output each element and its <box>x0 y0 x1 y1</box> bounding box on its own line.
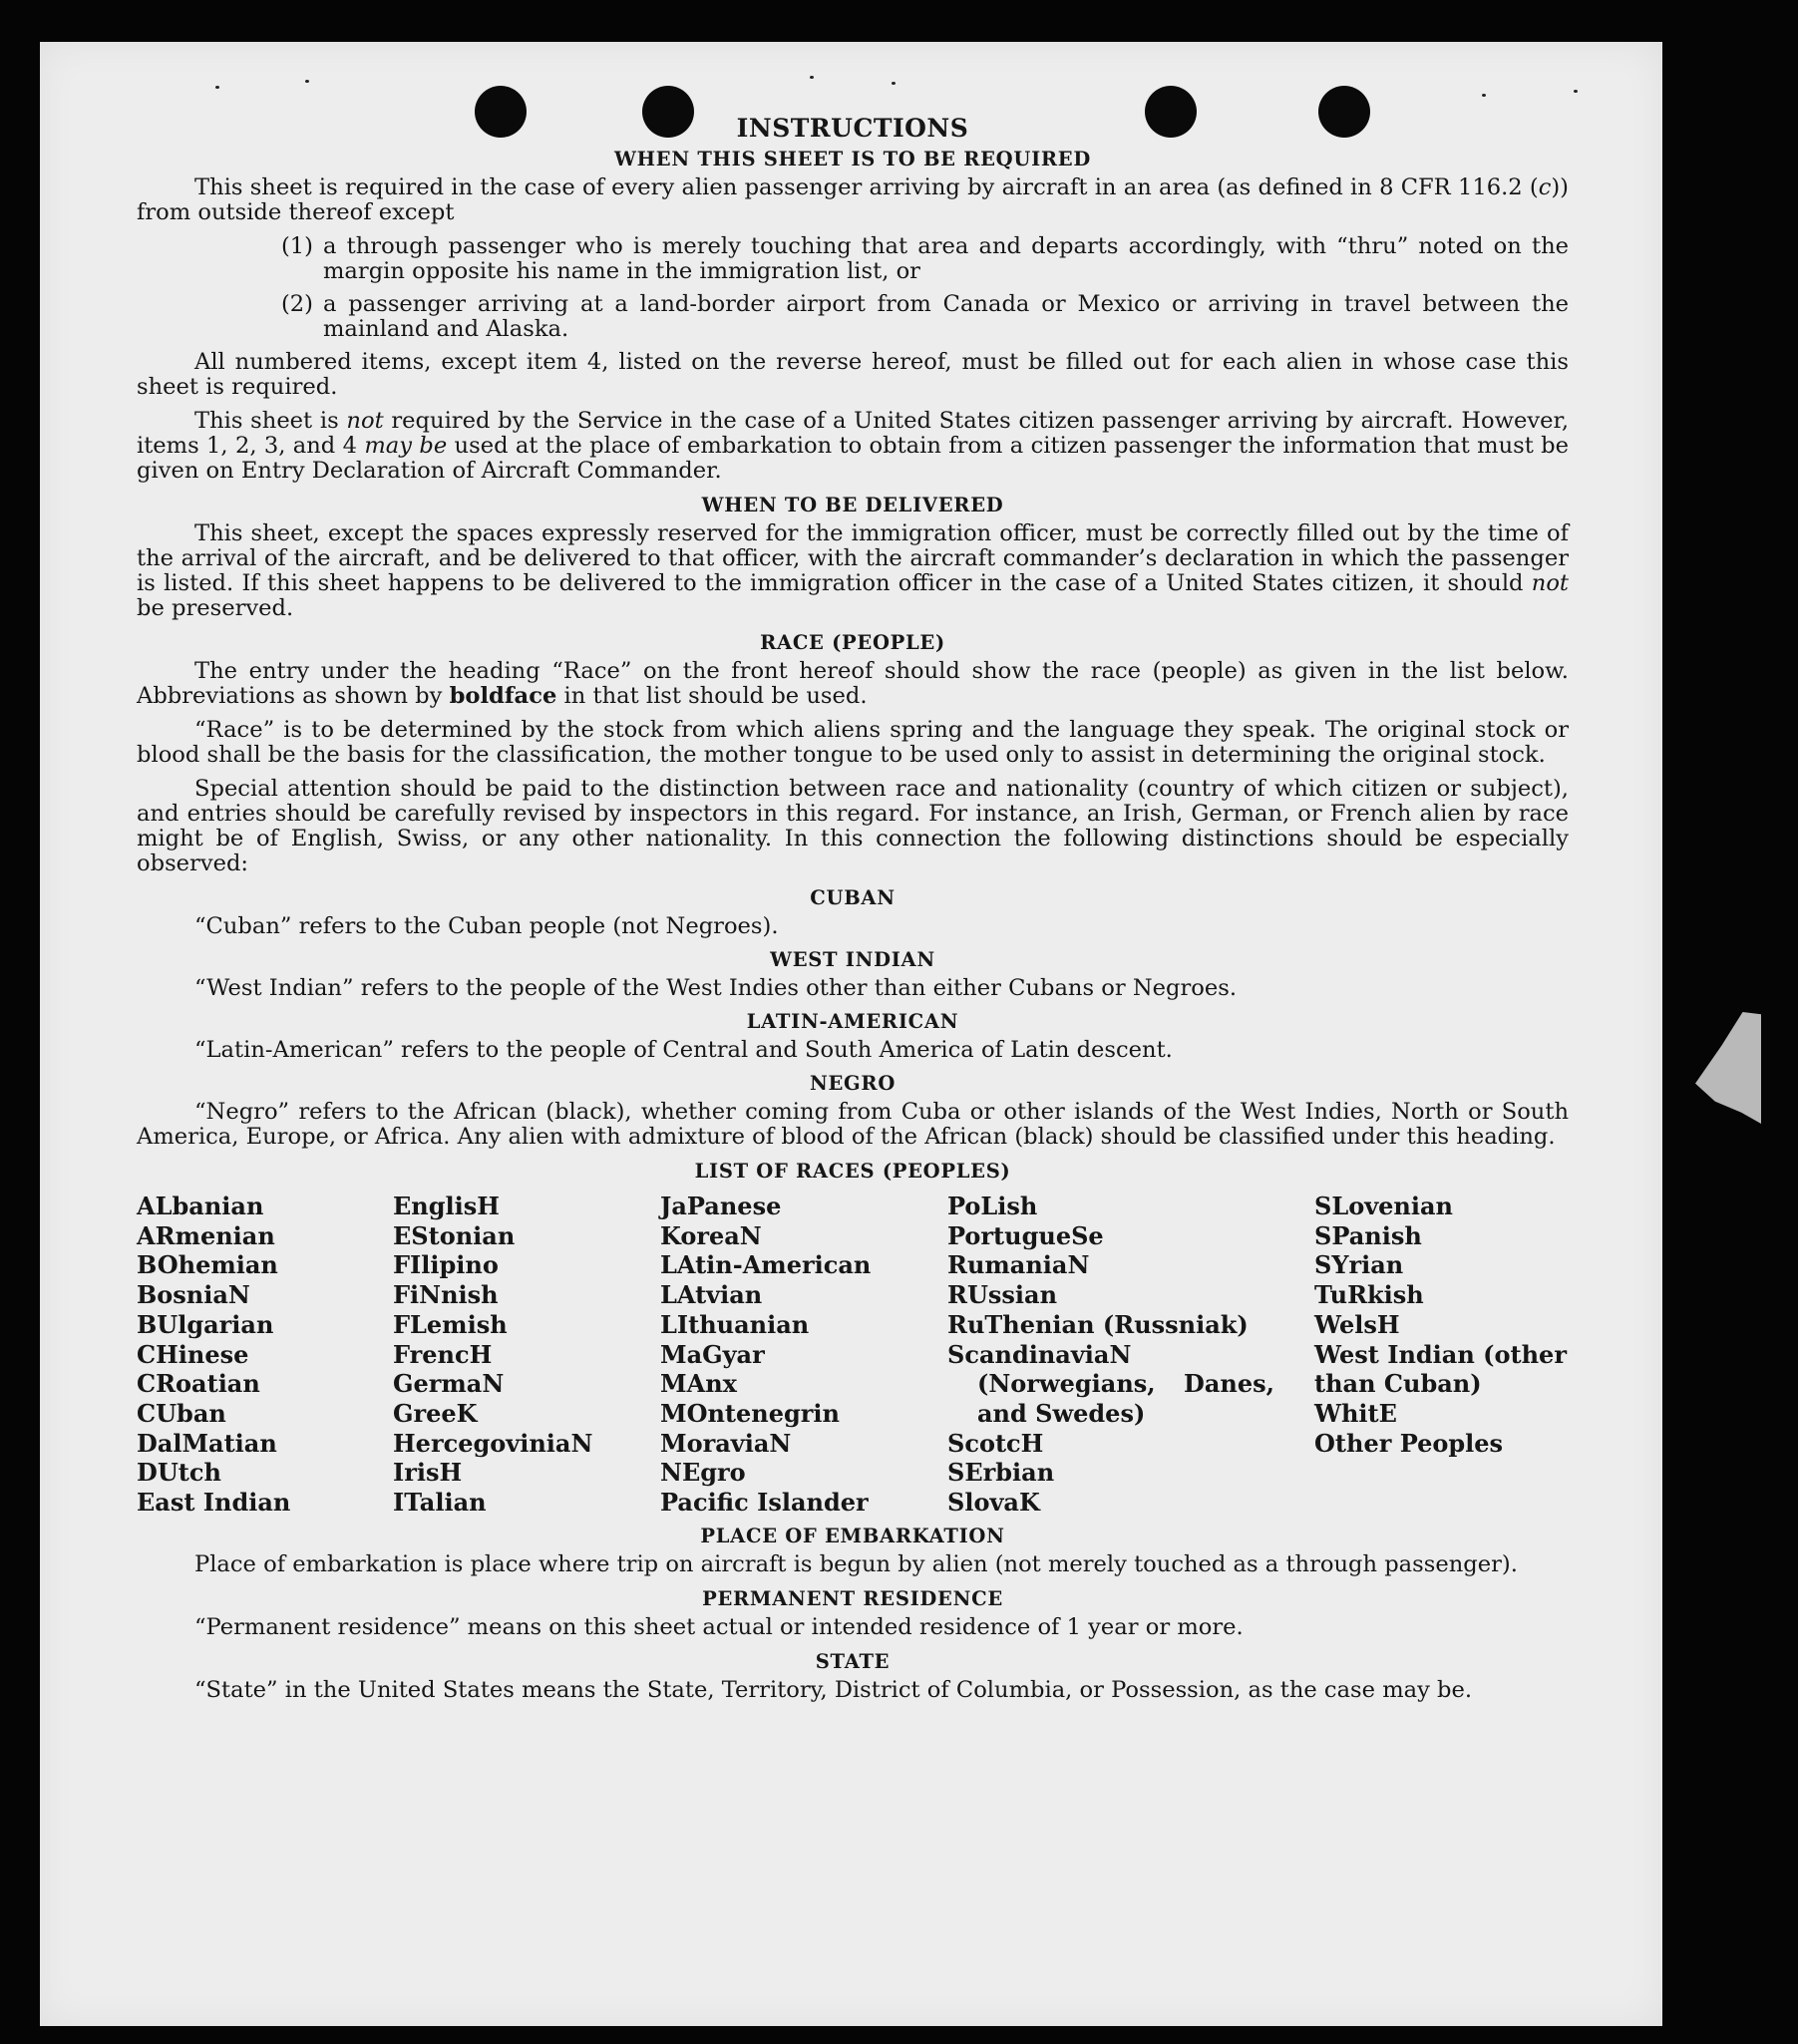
races-column <box>137 1192 393 1518</box>
race-entry: SYrian <box>1314 1250 1404 1280</box>
speck <box>1574 90 1578 93</box>
race-entry: MOntenegrin <box>660 1398 840 1428</box>
race-entry: DUtch <box>137 1458 221 1488</box>
race-entry: EnglisH <box>393 1192 500 1220</box>
race-entry: RUssian <box>947 1280 1058 1310</box>
speck <box>1482 94 1486 97</box>
races-list <box>137 1192 1569 1518</box>
page-title: INSTRUCTIONS <box>736 114 969 143</box>
race-entry: SErbian <box>947 1458 1055 1488</box>
race-entry: EStonian <box>393 1220 516 1250</box>
race-entry: Pacific Islander <box>660 1488 869 1518</box>
speck <box>305 80 309 83</box>
item-text: a through passenger who is merely touching that area and departs accordingly, with “thru” noted on the margin opposite his name in the immigration list, or <box>323 233 1569 284</box>
race-entry: ScandinaviaN (Norwegians, Danes, and Swedes) <box>947 1339 1274 1428</box>
race-entry: IrisH <box>393 1458 463 1488</box>
race-entry: LAtin-American <box>660 1250 872 1280</box>
speck <box>215 86 219 89</box>
race-entry: HercegoviniaN <box>393 1428 593 1458</box>
race-entry: RumaniaN <box>947 1250 1090 1280</box>
paragraph: “State” in the United States means the State, Territory, District of Columbia, or Possession, as the case may be. <box>194 1676 1473 1703</box>
paragraph: “Negro” refers to the African (black), whether coming from Cuba or other islands of the West Indies, North or South America, Europe, or Africa. Any alien with admixture of blood of the African (black) should be classified under this heading. <box>137 1099 1569 1150</box>
paragraph: This sheet is not required by the Service in the case of a United States citizen passenger arriving by aircraft. However, items 1, 2, 3, and 4 may be used at the place of embarkation to obtain from a citizen passenger the information that must be given on Entry Declaration of Aircraft Commander. <box>137 408 1569 484</box>
item-number: (2) <box>280 291 313 317</box>
race-entry: PortugueSe <box>947 1220 1104 1250</box>
speck <box>892 82 896 85</box>
races-column <box>947 1192 1314 1518</box>
paragraph: Special attention should be paid to the distinction between race and nationality (country of which citizen or subject), and entries should be carefully revised by inspectors in this regard. For instance, an Irish, German, or French alien by race might be of English, Swiss, or any other nationality. In this connection the following distinctions should be especially observed: <box>137 776 1569 876</box>
section-heading: CUBAN <box>810 886 896 909</box>
section-heading: LATIN-AMERICAN <box>746 1010 959 1033</box>
race-entry: GreeK <box>393 1398 478 1428</box>
race-entry: NEgro <box>660 1458 746 1488</box>
section-heading: STATE <box>815 1649 891 1673</box>
section-heading: PERMANENT RESIDENCE <box>702 1586 1003 1610</box>
section-heading: WHEN THIS SHEET IS TO BE REQUIRED <box>614 148 1091 170</box>
race-entry: East Indian <box>137 1488 291 1518</box>
race-entry: ITalian <box>393 1488 487 1518</box>
race-entry: DalMatian <box>137 1428 277 1458</box>
paper-tear <box>1695 1012 1761 1124</box>
race-entry: SLovenian <box>1314 1192 1453 1220</box>
paragraph: “West Indian” refers to the people of the West Indies other than either Cubans or Negroes. <box>194 975 1238 1001</box>
race-entry: RuThenian (Russniak) <box>947 1309 1249 1339</box>
race-entry: PoLish <box>947 1192 1038 1220</box>
race-entry: GermaN <box>393 1369 505 1399</box>
paragraph: Place of embarkation is place where trip on aircraft is begun by alien (not merely touched as a through passenger). <box>194 1550 1518 1577</box>
paragraph: This sheet, except the spaces expressly reserved for the immigration officer, must be correctly filled out by the time of the arrival of the aircraft, and be delivered to that officer, with the aircraft commander’s declaration in which the passenger is listed. If this sheet happens to be delivered to the immigration officer in the case of a United States citizen, it should not be preserved. <box>137 520 1569 621</box>
race-entry: TuRkish <box>1314 1280 1424 1310</box>
race-entry: BUlgarian <box>137 1309 274 1339</box>
item-text: a passenger arriving at a land-border airport from Canada or Mexico or arriving in travel between the mainland and Alaska. <box>323 291 1569 342</box>
section-heading: NEGRO <box>809 1072 897 1095</box>
race-entry: SlovaK <box>947 1488 1040 1518</box>
race-entry: FLemish <box>393 1309 508 1339</box>
paragraph: “Race” is to be determined by the stock from which aliens spring and the language they speak. The original stock or blood shall be the basis for the classification, the mother tongue to be used only to assist in determining the original stock. <box>137 717 1569 768</box>
race-entry: MAnx <box>660 1369 737 1399</box>
item-number: (1) <box>280 233 313 259</box>
race-entry: WhitE <box>1314 1398 1397 1428</box>
races-column <box>393 1192 660 1518</box>
race-entry: BosniaN <box>137 1280 250 1310</box>
speck <box>810 76 814 79</box>
race-entry: LIthuanian <box>660 1309 810 1339</box>
paragraph: “Cuban” refers to the Cuban people (not Negroes). <box>194 913 779 939</box>
race-entry: FIlipino <box>393 1250 499 1280</box>
race-entry: JaPanese <box>660 1192 782 1220</box>
race-entry: BOhemian <box>137 1250 278 1280</box>
instructions-content <box>137 116 1569 1712</box>
paragraph: All numbered items, except item 4, listed on the reverse hereof, must be filled out for each alien in whose case this sheet is required. <box>137 349 1569 400</box>
section-heading: WHEN TO BE DELIVERED <box>701 494 1004 516</box>
race-entry: CUban <box>137 1398 226 1428</box>
section-heading: LIST OF RACES (PEOPLES) <box>694 1160 1011 1183</box>
race-entry: FrencH <box>393 1339 493 1369</box>
paragraph: “Permanent residence” means on this sheet actual or intended residence of 1 year or more. <box>194 1613 1244 1640</box>
paragraph: “Latin-American” refers to the people of Central and South America of Latin descent. <box>194 1037 1173 1063</box>
race-entry: ALbanian <box>137 1192 264 1220</box>
race-entry: Other Peoples <box>1314 1428 1504 1458</box>
race-entry: LAtvian <box>660 1280 763 1310</box>
race-entry: West Indian (other than Cuban) <box>1314 1339 1567 1399</box>
race-entry: CHinese <box>137 1339 249 1369</box>
list-item <box>137 234 1569 284</box>
race-entry: ARmenian <box>137 1220 275 1250</box>
race-entry: SPanish <box>1314 1220 1422 1250</box>
paragraph: This sheet is required in the case of every alien passenger arriving by aircraft in an area (as defined in 8 CFR 116.2 (c)) from outside thereof except <box>137 174 1569 225</box>
section-heading: RACE (PEOPLE) <box>760 631 945 654</box>
races-column <box>660 1192 947 1518</box>
race-entry: MaGyar <box>660 1339 765 1369</box>
race-entry: WelsH <box>1314 1309 1400 1339</box>
race-entry: FiNnish <box>393 1280 499 1310</box>
race-entry: ScotcH <box>947 1428 1044 1458</box>
section-heading: PLACE OF EMBARKATION <box>700 1524 1005 1547</box>
races-column <box>1314 1192 1569 1518</box>
race-entry: KoreaN <box>660 1220 762 1250</box>
paragraph: The entry under the heading “Race” on the front hereof should show the race (people) as given in the list below. Abbreviations as shown by boldface in that list should be used. <box>137 658 1569 709</box>
race-entry: CRoatian <box>137 1369 260 1399</box>
list-item <box>137 292 1569 342</box>
section-heading: WEST INDIAN <box>770 948 935 971</box>
race-entry: MoraviaN <box>660 1428 792 1458</box>
